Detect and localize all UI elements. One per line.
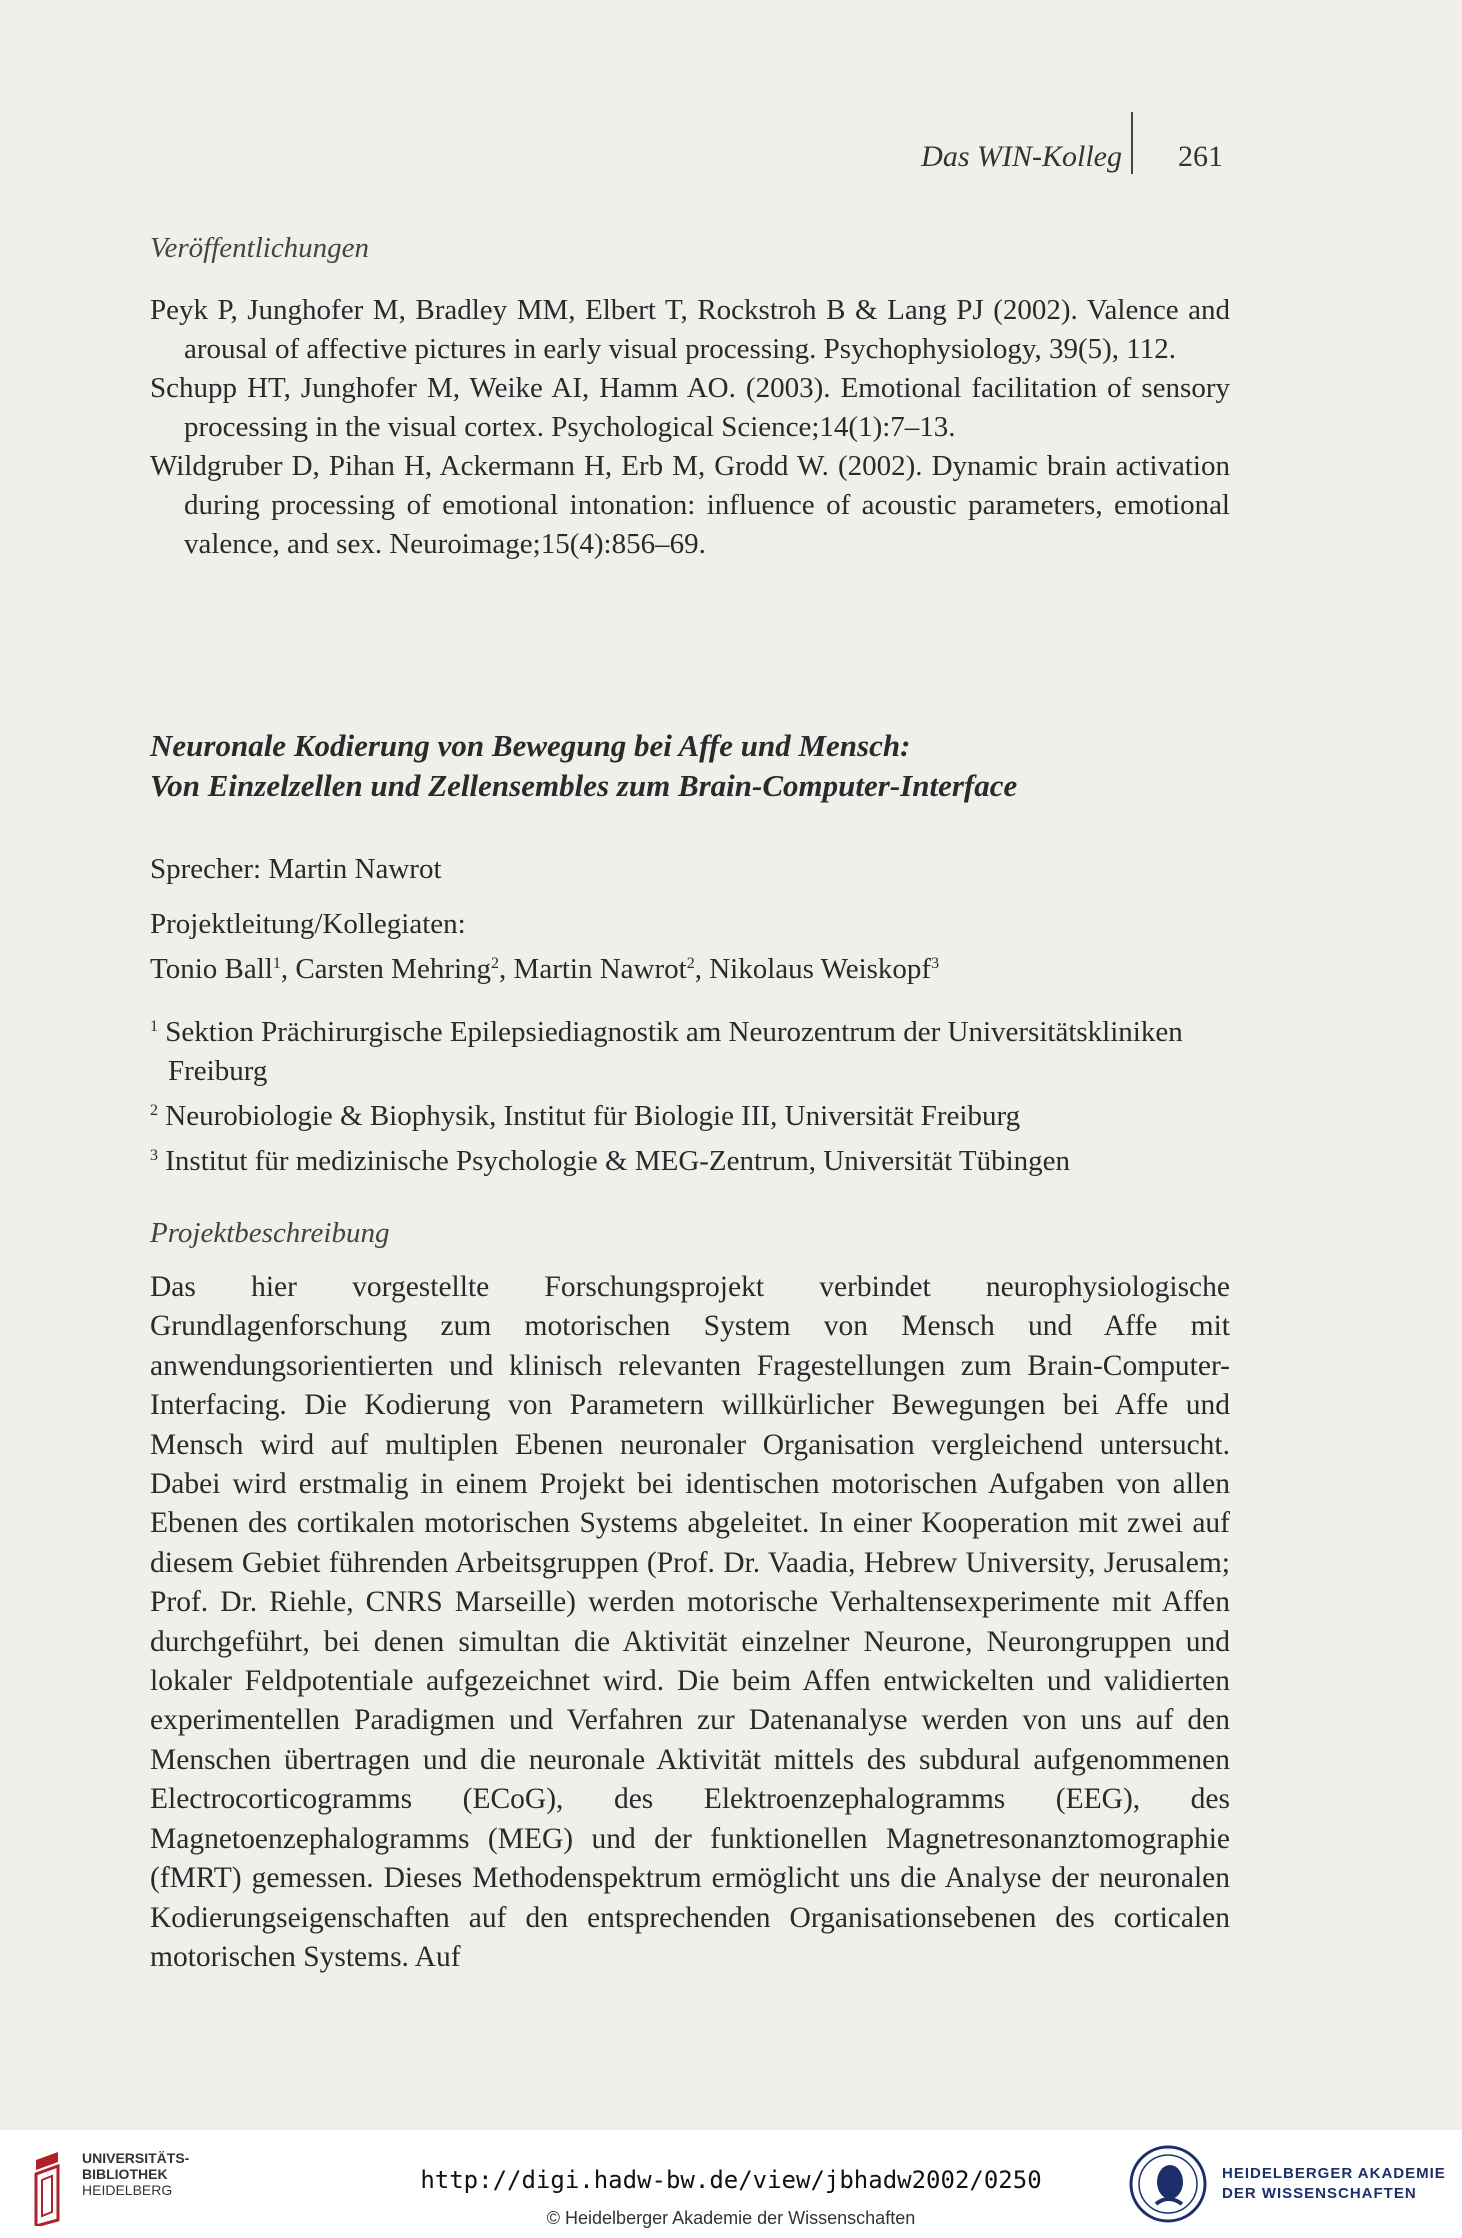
affiliation-number: 1 (150, 1018, 158, 1035)
member-name: Carsten Mehring (295, 953, 492, 985)
project-title-line2: Von Einzelzellen und Zellensembles zum Brain-Computer-Interface (150, 768, 1018, 803)
academy-name (1222, 2164, 1446, 2204)
library-line: BIBLIOTHEK (82, 2166, 168, 2182)
publications-section (150, 232, 1230, 564)
member-name: Tonio Ball (150, 953, 273, 985)
project-description: Das hier vorgestellte Forschungsprojekt verbindet neurophysiologische Grundlagenforschung zum motorischen System von Mensch und Affe mit anwendungsorientierten und klinisch relevanten Fragestellungen zum Brain-Computer-Interfacing. Die Kodierung von Parametern willkürlicher Bewegungen bei Affe und Mensch wird auf multiplen Ebenen neuronaler Organisation vergleichend untersucht. Dabei wird erstmalig in einem Projekt bei identischen motorischen Aufgaben von allen Ebenen des cortikalen motorischen Systems abgeleitet. In einer Kooperation mit zwei auf diesem Gebiet führenden Arbeitsgruppen (Prof. Dr. Vaadia, Hebrew University, Jerusalem; Prof. Dr. Riehle, CNRS Marseille) werden motorische Verhaltensexperimente mit Affen durchgeführt, bei denen simultan die Aktivität einzelner Neurone, Neurongruppen und lokaler Feldpotentiale aufgezeichnet wird. Die beim Affen entwickelten und validierten experimentellen Paradigmen und Verfahren zur Datenanalyse werden von uns auf den Menschen übertragen und die neuronale Aktivität mittels des subdural aufgenommenen Electrocorticogramms (ECoG), des Elektroenzephalogramms (EEG), des Magnetoenzephalogramms (MEG) und der funktionellen Magnetresonanztomographie (fMRT) gemessen. Dieses Methodenspektrum ermöglicht uns die Analyse der neuronalen Kodierungseigenschaften auf den entsprechenden Organisationsebenen des corticalen motorischen Systems. Auf (150, 1271, 1230, 1973)
description-label: Projektbeschreibung (150, 1217, 390, 1249)
member-affiliation-ref: 3 (931, 955, 940, 972)
header-divider (1131, 112, 1133, 174)
project-members: Tonio Ball$^1$, Carsten Mehring$^2$, Martin Nawrot$^2$, Nikolaus Weiskopf$^3$ (150, 953, 940, 985)
project-section (150, 726, 1230, 1977)
affiliation-text: Institut für medizinische Psychologie & MEG-Zentrum, Universität Tübingen (165, 1145, 1070, 1177)
academy-line: DER WISSENSCHAFTEN (1222, 2185, 1417, 2202)
academy-line: HEIDELBERGER AKADEMIE (1222, 2165, 1446, 2182)
project-lead-label: Projektleitung/Kollegiaten: (150, 908, 466, 940)
reference-item: Peyk P, Junghofer M, Bradley MM, Elbert T, Rockstroh B & Lang PJ (2002). Valence and arousal of affective pictures in early visual processing. Psychophysiology, 39(5), 112. (150, 294, 1230, 365)
project-title-line1: Neuronale Kodierung von Bewegung bei Affe und Mensch: (150, 728, 911, 763)
member-affiliation-ref: 1 (272, 955, 281, 972)
member-name: Martin Nawrot (513, 953, 687, 985)
running-header-title: Das WIN-Kolleg (921, 140, 1122, 173)
member-name: Nikolaus Weiskopf (709, 953, 932, 985)
permalink-url[interactable]: http://digi.hadw-bw.de/view/jbhadw2002/0250 (420, 2166, 1042, 2194)
reference-item: Wildgruber D, Pihan H, Ackermann H, Erb M, Grodd W. (2002). Dynamic brain activation during processing of emotional intonation: influence of acoustic parameters, emotional valence, and sex. Neuroimage;15(4):856–69. (150, 450, 1230, 560)
member-affiliation-ref: 2 (686, 955, 695, 972)
affiliation-number: 2 (150, 1102, 158, 1119)
affiliation-item (150, 1136, 1230, 1181)
library-line: HEIDELBERG (82, 2182, 173, 2198)
library-line: UNIVERSITÄTS- (82, 2150, 190, 2166)
publications-label: Veröffentlichungen (150, 232, 370, 264)
page-number: 261 (1178, 140, 1223, 173)
academy-seal-icon (1128, 2144, 1208, 2224)
affiliation-item (150, 1091, 1230, 1136)
affiliation-text: Neurobiologie & Biophysik, Institut für Biologie III, Universität Freiburg (165, 1100, 1021, 1132)
affiliation-text: Sektion Prächirurgische Epilepsiediagnostik am Neurozentrum der Universitätskliniken Freiburg (165, 1016, 1183, 1087)
reference-item: Schupp HT, Junghofer M, Weike AI, Hamm AO. (2003). Emotional facilitation of sensory processing in the visual cortex. Psychological Science;14(1):7–13. (150, 372, 1230, 443)
member-affiliation-ref: 2 (491, 955, 500, 972)
affiliation-number: 3 (150, 1147, 158, 1164)
digitization-footer (0, 2130, 1462, 2238)
speaker: Sprecher: Martin Nawrot (150, 853, 442, 885)
affiliation-item (150, 1007, 1230, 1091)
copyright-notice: © Heidelberger Akademie der Wissenschaften (546, 2208, 916, 2228)
